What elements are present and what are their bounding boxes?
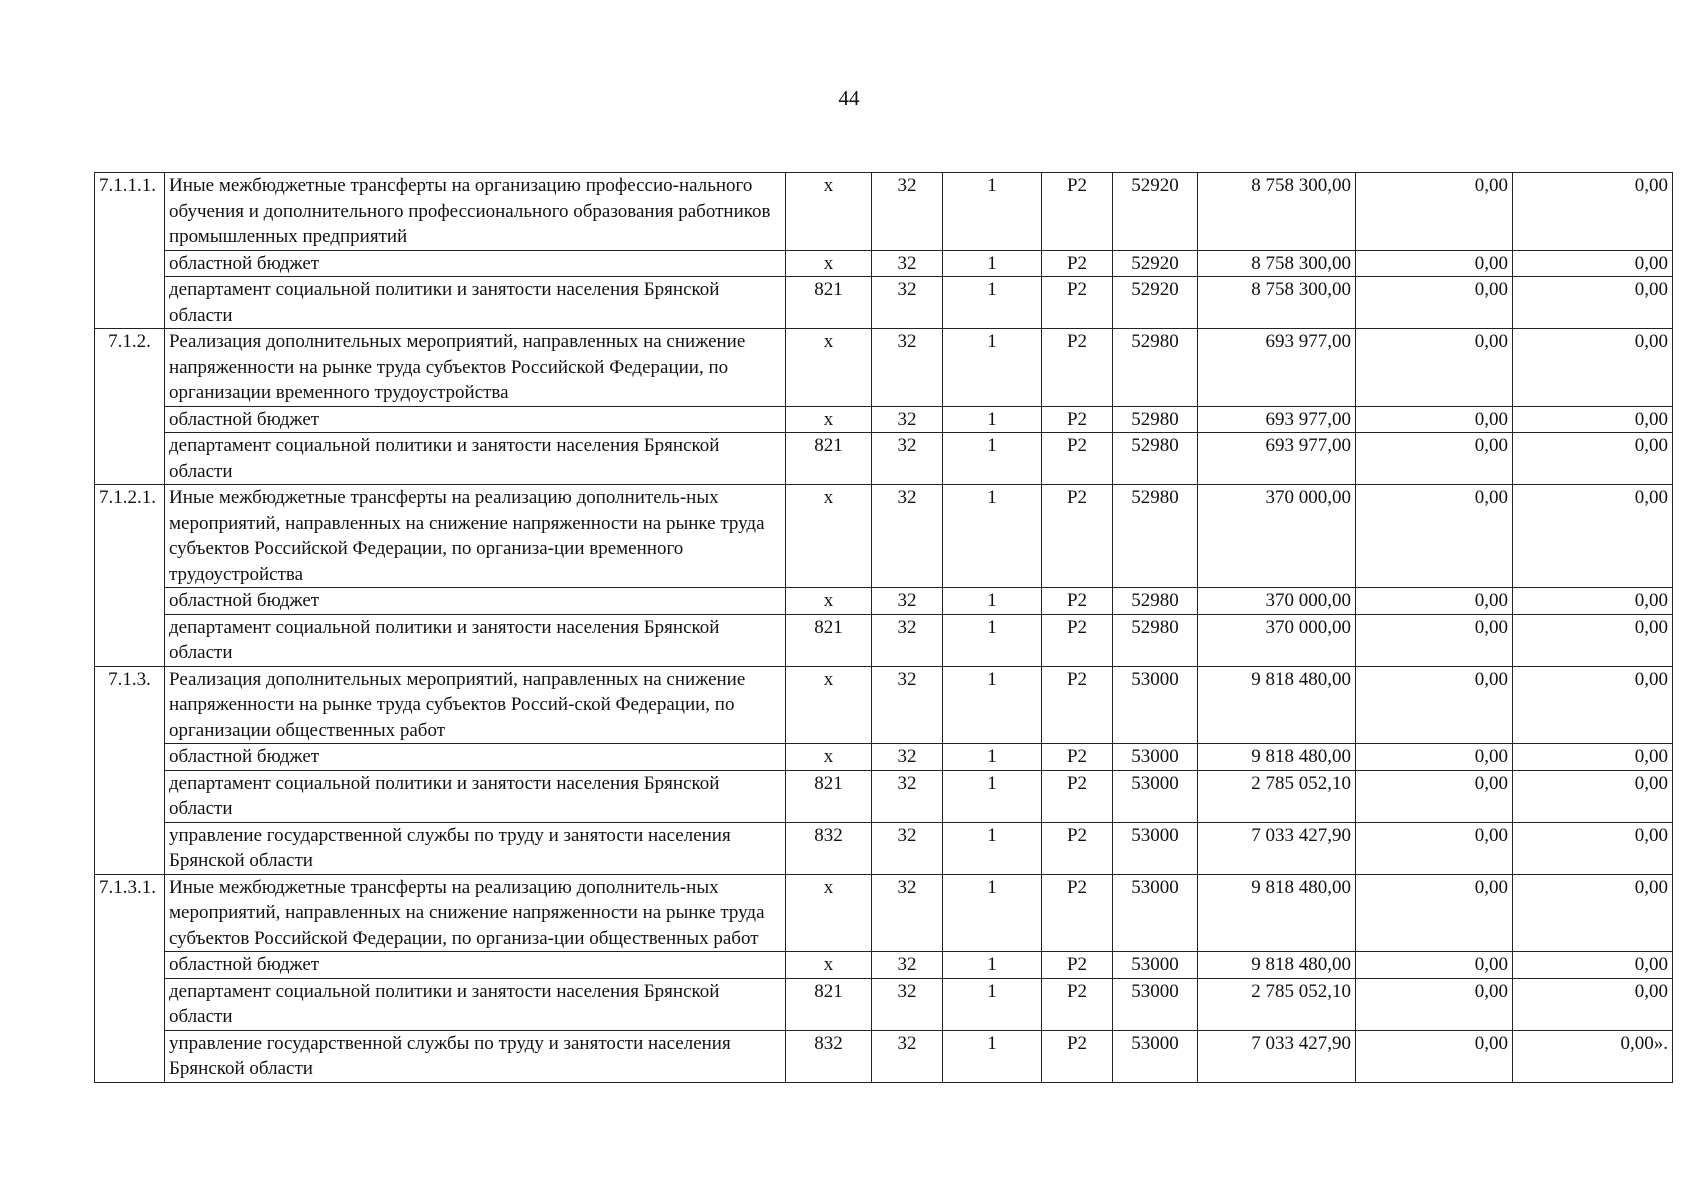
row-name-cell: департамент социальной политики и занятости населения Брянской области xyxy=(165,770,786,822)
amount-cell: 0,00 xyxy=(1356,173,1513,251)
amount-cell: 0,00 xyxy=(1513,978,1673,1030)
row-name-cell: департамент социальной политики и занятости населения Брянской области xyxy=(165,277,786,329)
program-cell: 32 xyxy=(872,952,943,979)
subprogram-cell: 1 xyxy=(943,978,1042,1030)
project-cell: Р2 xyxy=(1042,744,1113,771)
project-cell: Р2 xyxy=(1042,822,1113,874)
amount-cell: 0,00 xyxy=(1513,952,1673,979)
amount-cell: 0,00 xyxy=(1356,329,1513,407)
table-row xyxy=(95,588,1673,615)
amount-cell: 0,00 xyxy=(1513,874,1673,952)
program-cell: 32 xyxy=(872,588,943,615)
project-cell: Р2 xyxy=(1042,770,1113,822)
amount-cell: 0,00 xyxy=(1356,770,1513,822)
row-name-cell: департамент социальной политики и занятости населения Брянской области xyxy=(165,433,786,485)
amount-cell: 0,00 xyxy=(1356,406,1513,433)
direction-cell: 52980 xyxy=(1113,329,1198,407)
table-row xyxy=(95,874,1673,952)
project-cell: Р2 xyxy=(1042,250,1113,277)
subprogram-cell: 1 xyxy=(943,329,1042,407)
subprogram-cell: 1 xyxy=(943,822,1042,874)
amount-cell: 0,00 xyxy=(1513,329,1673,407)
row-code-cell: 7.1.2. xyxy=(95,329,165,485)
grbs-cell: 821 xyxy=(786,614,872,666)
project-cell: Р2 xyxy=(1042,978,1113,1030)
project-cell: Р2 xyxy=(1042,666,1113,744)
amount-cell: 0,00 xyxy=(1356,614,1513,666)
row-name-cell: областной бюджет xyxy=(165,588,786,615)
row-name-cell: Иные межбюджетные трансферты на реализацию дополнитель-ных мероприятий, направленных на снижение напряженности на рынке труда субъектов Российской Федерации, по организа-ции общественных работ xyxy=(165,874,786,952)
row-name-cell: Иные межбюджетные трансферты на реализацию дополнитель-ных мероприятий, направленных на снижение напряженности на рынке труда субъектов Российской Федерации, по организа-ции временного трудоустройства xyxy=(165,485,786,588)
program-cell: 32 xyxy=(872,173,943,251)
amount-cell: 0,00 xyxy=(1513,614,1673,666)
direction-cell: 53000 xyxy=(1113,744,1198,771)
amount-cell: 9 818 480,00 xyxy=(1198,666,1356,744)
amount-cell: 0,00 xyxy=(1513,485,1673,588)
amount-cell: 8 758 300,00 xyxy=(1198,250,1356,277)
subprogram-cell: 1 xyxy=(943,406,1042,433)
program-cell: 32 xyxy=(872,1030,943,1082)
row-name-cell: управление государственной службы по труду и занятости населения Брянской области xyxy=(165,1030,786,1082)
amount-cell: 9 818 480,00 xyxy=(1198,874,1356,952)
grbs-cell: 821 xyxy=(786,770,872,822)
program-cell: 32 xyxy=(872,329,943,407)
direction-cell: 52980 xyxy=(1113,588,1198,615)
direction-cell: 52920 xyxy=(1113,277,1198,329)
amount-cell: 8 758 300,00 xyxy=(1198,173,1356,251)
direction-cell: 52980 xyxy=(1113,433,1198,485)
direction-cell: 53000 xyxy=(1113,770,1198,822)
row-code-cell: 7.1.2.1. xyxy=(95,485,165,667)
amount-cell: 0,00». xyxy=(1513,1030,1673,1082)
amount-cell: 0,00 xyxy=(1356,485,1513,588)
amount-cell: 0,00 xyxy=(1356,744,1513,771)
budget-table xyxy=(94,172,1673,1083)
project-cell: Р2 xyxy=(1042,1030,1113,1082)
row-name-cell: областной бюджет xyxy=(165,952,786,979)
program-cell: 32 xyxy=(872,822,943,874)
amount-cell: 0,00 xyxy=(1513,277,1673,329)
amount-cell: 2 785 052,10 xyxy=(1198,978,1356,1030)
program-cell: 32 xyxy=(872,433,943,485)
page-number: 44 xyxy=(838,86,860,110)
amount-cell: 370 000,00 xyxy=(1198,485,1356,588)
row-name-cell: областной бюджет xyxy=(165,744,786,771)
program-cell: 32 xyxy=(872,614,943,666)
grbs-cell: 821 xyxy=(786,978,872,1030)
amount-cell: 0,00 xyxy=(1513,744,1673,771)
direction-cell: 52980 xyxy=(1113,485,1198,588)
amount-cell: 0,00 xyxy=(1356,1030,1513,1082)
project-cell: Р2 xyxy=(1042,874,1113,952)
grbs-cell: х xyxy=(786,952,872,979)
direction-cell: 53000 xyxy=(1113,1030,1198,1082)
amount-cell: 9 818 480,00 xyxy=(1198,744,1356,771)
table-row xyxy=(95,770,1673,822)
project-cell: Р2 xyxy=(1042,329,1113,407)
amount-cell: 0,00 xyxy=(1356,978,1513,1030)
subprogram-cell: 1 xyxy=(943,874,1042,952)
amount-cell: 0,00 xyxy=(1356,588,1513,615)
subprogram-cell: 1 xyxy=(943,744,1042,771)
grbs-cell: х xyxy=(786,173,872,251)
subprogram-cell: 1 xyxy=(943,485,1042,588)
amount-cell: 370 000,00 xyxy=(1198,588,1356,615)
subprogram-cell: 1 xyxy=(943,173,1042,251)
row-name-cell: Иные межбюджетные трансферты на организацию профессио-нального обучения и дополнительного профессионального образования работников промышленных предприятий xyxy=(165,173,786,251)
row-name-cell: департамент социальной политики и занятости населения Брянской области xyxy=(165,978,786,1030)
amount-cell: 2 785 052,10 xyxy=(1198,770,1356,822)
program-cell: 32 xyxy=(872,250,943,277)
table-row xyxy=(95,433,1673,485)
subprogram-cell: 1 xyxy=(943,277,1042,329)
amount-cell: 0,00 xyxy=(1513,822,1673,874)
table-row xyxy=(95,744,1673,771)
amount-cell: 7 033 427,90 xyxy=(1198,822,1356,874)
amount-cell: 0,00 xyxy=(1356,952,1513,979)
amount-cell: 0,00 xyxy=(1356,666,1513,744)
amount-cell: 0,00 xyxy=(1356,822,1513,874)
table-row xyxy=(95,406,1673,433)
amount-cell: 0,00 xyxy=(1356,874,1513,952)
project-cell: Р2 xyxy=(1042,433,1113,485)
grbs-cell: 821 xyxy=(786,277,872,329)
table-row xyxy=(95,1030,1673,1082)
project-cell: Р2 xyxy=(1042,952,1113,979)
row-code-cell: 7.1.1.1. xyxy=(95,173,165,329)
grbs-cell: 832 xyxy=(786,822,872,874)
row-code-cell: 7.1.3.1. xyxy=(95,874,165,1082)
amount-cell: 0,00 xyxy=(1356,250,1513,277)
amount-cell: 0,00 xyxy=(1356,277,1513,329)
program-cell: 32 xyxy=(872,277,943,329)
grbs-cell: х xyxy=(786,406,872,433)
direction-cell: 53000 xyxy=(1113,822,1198,874)
table-body xyxy=(95,173,1673,1083)
grbs-cell: х xyxy=(786,250,872,277)
amount-cell: 0,00 xyxy=(1513,588,1673,615)
direction-cell: 52980 xyxy=(1113,614,1198,666)
direction-cell: 53000 xyxy=(1113,874,1198,952)
program-cell: 32 xyxy=(872,406,943,433)
table-row xyxy=(95,614,1673,666)
program-cell: 32 xyxy=(872,874,943,952)
table-row xyxy=(95,329,1673,407)
direction-cell: 52920 xyxy=(1113,250,1198,277)
amount-cell: 9 818 480,00 xyxy=(1198,952,1356,979)
amount-cell: 693 977,00 xyxy=(1198,329,1356,407)
grbs-cell: х xyxy=(786,874,872,952)
grbs-cell: 821 xyxy=(786,433,872,485)
table-row xyxy=(95,485,1673,588)
table-row xyxy=(95,952,1673,979)
amount-cell: 370 000,00 xyxy=(1198,614,1356,666)
grbs-cell: 832 xyxy=(786,1030,872,1082)
subprogram-cell: 1 xyxy=(943,666,1042,744)
amount-cell: 0,00 xyxy=(1513,250,1673,277)
amount-cell: 0,00 xyxy=(1513,666,1673,744)
amount-cell: 0,00 xyxy=(1513,770,1673,822)
program-cell: 32 xyxy=(872,978,943,1030)
subprogram-cell: 1 xyxy=(943,588,1042,615)
row-name-cell: управление государственной службы по труду и занятости населения Брянской области xyxy=(165,822,786,874)
subprogram-cell: 1 xyxy=(943,952,1042,979)
amount-cell: 693 977,00 xyxy=(1198,433,1356,485)
row-name-cell: департамент социальной политики и занятости населения Брянской области xyxy=(165,614,786,666)
amount-cell: 0,00 xyxy=(1513,406,1673,433)
direction-cell: 52980 xyxy=(1113,406,1198,433)
project-cell: Р2 xyxy=(1042,588,1113,615)
row-name-cell: областной бюджет xyxy=(165,406,786,433)
subprogram-cell: 1 xyxy=(943,250,1042,277)
table-row xyxy=(95,822,1673,874)
program-cell: 32 xyxy=(872,744,943,771)
subprogram-cell: 1 xyxy=(943,433,1042,485)
amount-cell: 7 033 427,90 xyxy=(1198,1030,1356,1082)
amount-cell: 0,00 xyxy=(1513,173,1673,251)
program-cell: 32 xyxy=(872,770,943,822)
direction-cell: 53000 xyxy=(1113,952,1198,979)
subprogram-cell: 1 xyxy=(943,770,1042,822)
table-row xyxy=(95,250,1673,277)
grbs-cell: х xyxy=(786,744,872,771)
direction-cell: 52920 xyxy=(1113,173,1198,251)
table-row xyxy=(95,666,1673,744)
grbs-cell: х xyxy=(786,588,872,615)
row-name-cell: Реализация дополнительных мероприятий, направленных на снижение напряженности на рынке труда субъектов Российской Федерации, по организации временного трудоустройства xyxy=(165,329,786,407)
row-name-cell: областной бюджет xyxy=(165,250,786,277)
program-cell: 32 xyxy=(872,485,943,588)
grbs-cell: х xyxy=(786,485,872,588)
table-row xyxy=(95,978,1673,1030)
program-cell: 32 xyxy=(872,666,943,744)
amount-cell: 8 758 300,00 xyxy=(1198,277,1356,329)
amount-cell: 0,00 xyxy=(1356,433,1513,485)
grbs-cell: х xyxy=(786,666,872,744)
project-cell: Р2 xyxy=(1042,614,1113,666)
amount-cell: 693 977,00 xyxy=(1198,406,1356,433)
project-cell: Р2 xyxy=(1042,406,1113,433)
grbs-cell: х xyxy=(786,329,872,407)
project-cell: Р2 xyxy=(1042,485,1113,588)
project-cell: Р2 xyxy=(1042,277,1113,329)
table-row xyxy=(95,277,1673,329)
project-cell: Р2 xyxy=(1042,173,1113,251)
amount-cell: 0,00 xyxy=(1513,433,1673,485)
row-name-cell: Реализация дополнительных мероприятий, направленных на снижение напряженности на рынке труда субъектов Россий-ской Федерации, по организации общественных работ xyxy=(165,666,786,744)
direction-cell: 53000 xyxy=(1113,666,1198,744)
table-row xyxy=(95,173,1673,251)
row-code-cell: 7.1.3. xyxy=(95,666,165,874)
subprogram-cell: 1 xyxy=(943,614,1042,666)
direction-cell: 53000 xyxy=(1113,978,1198,1030)
subprogram-cell: 1 xyxy=(943,1030,1042,1082)
